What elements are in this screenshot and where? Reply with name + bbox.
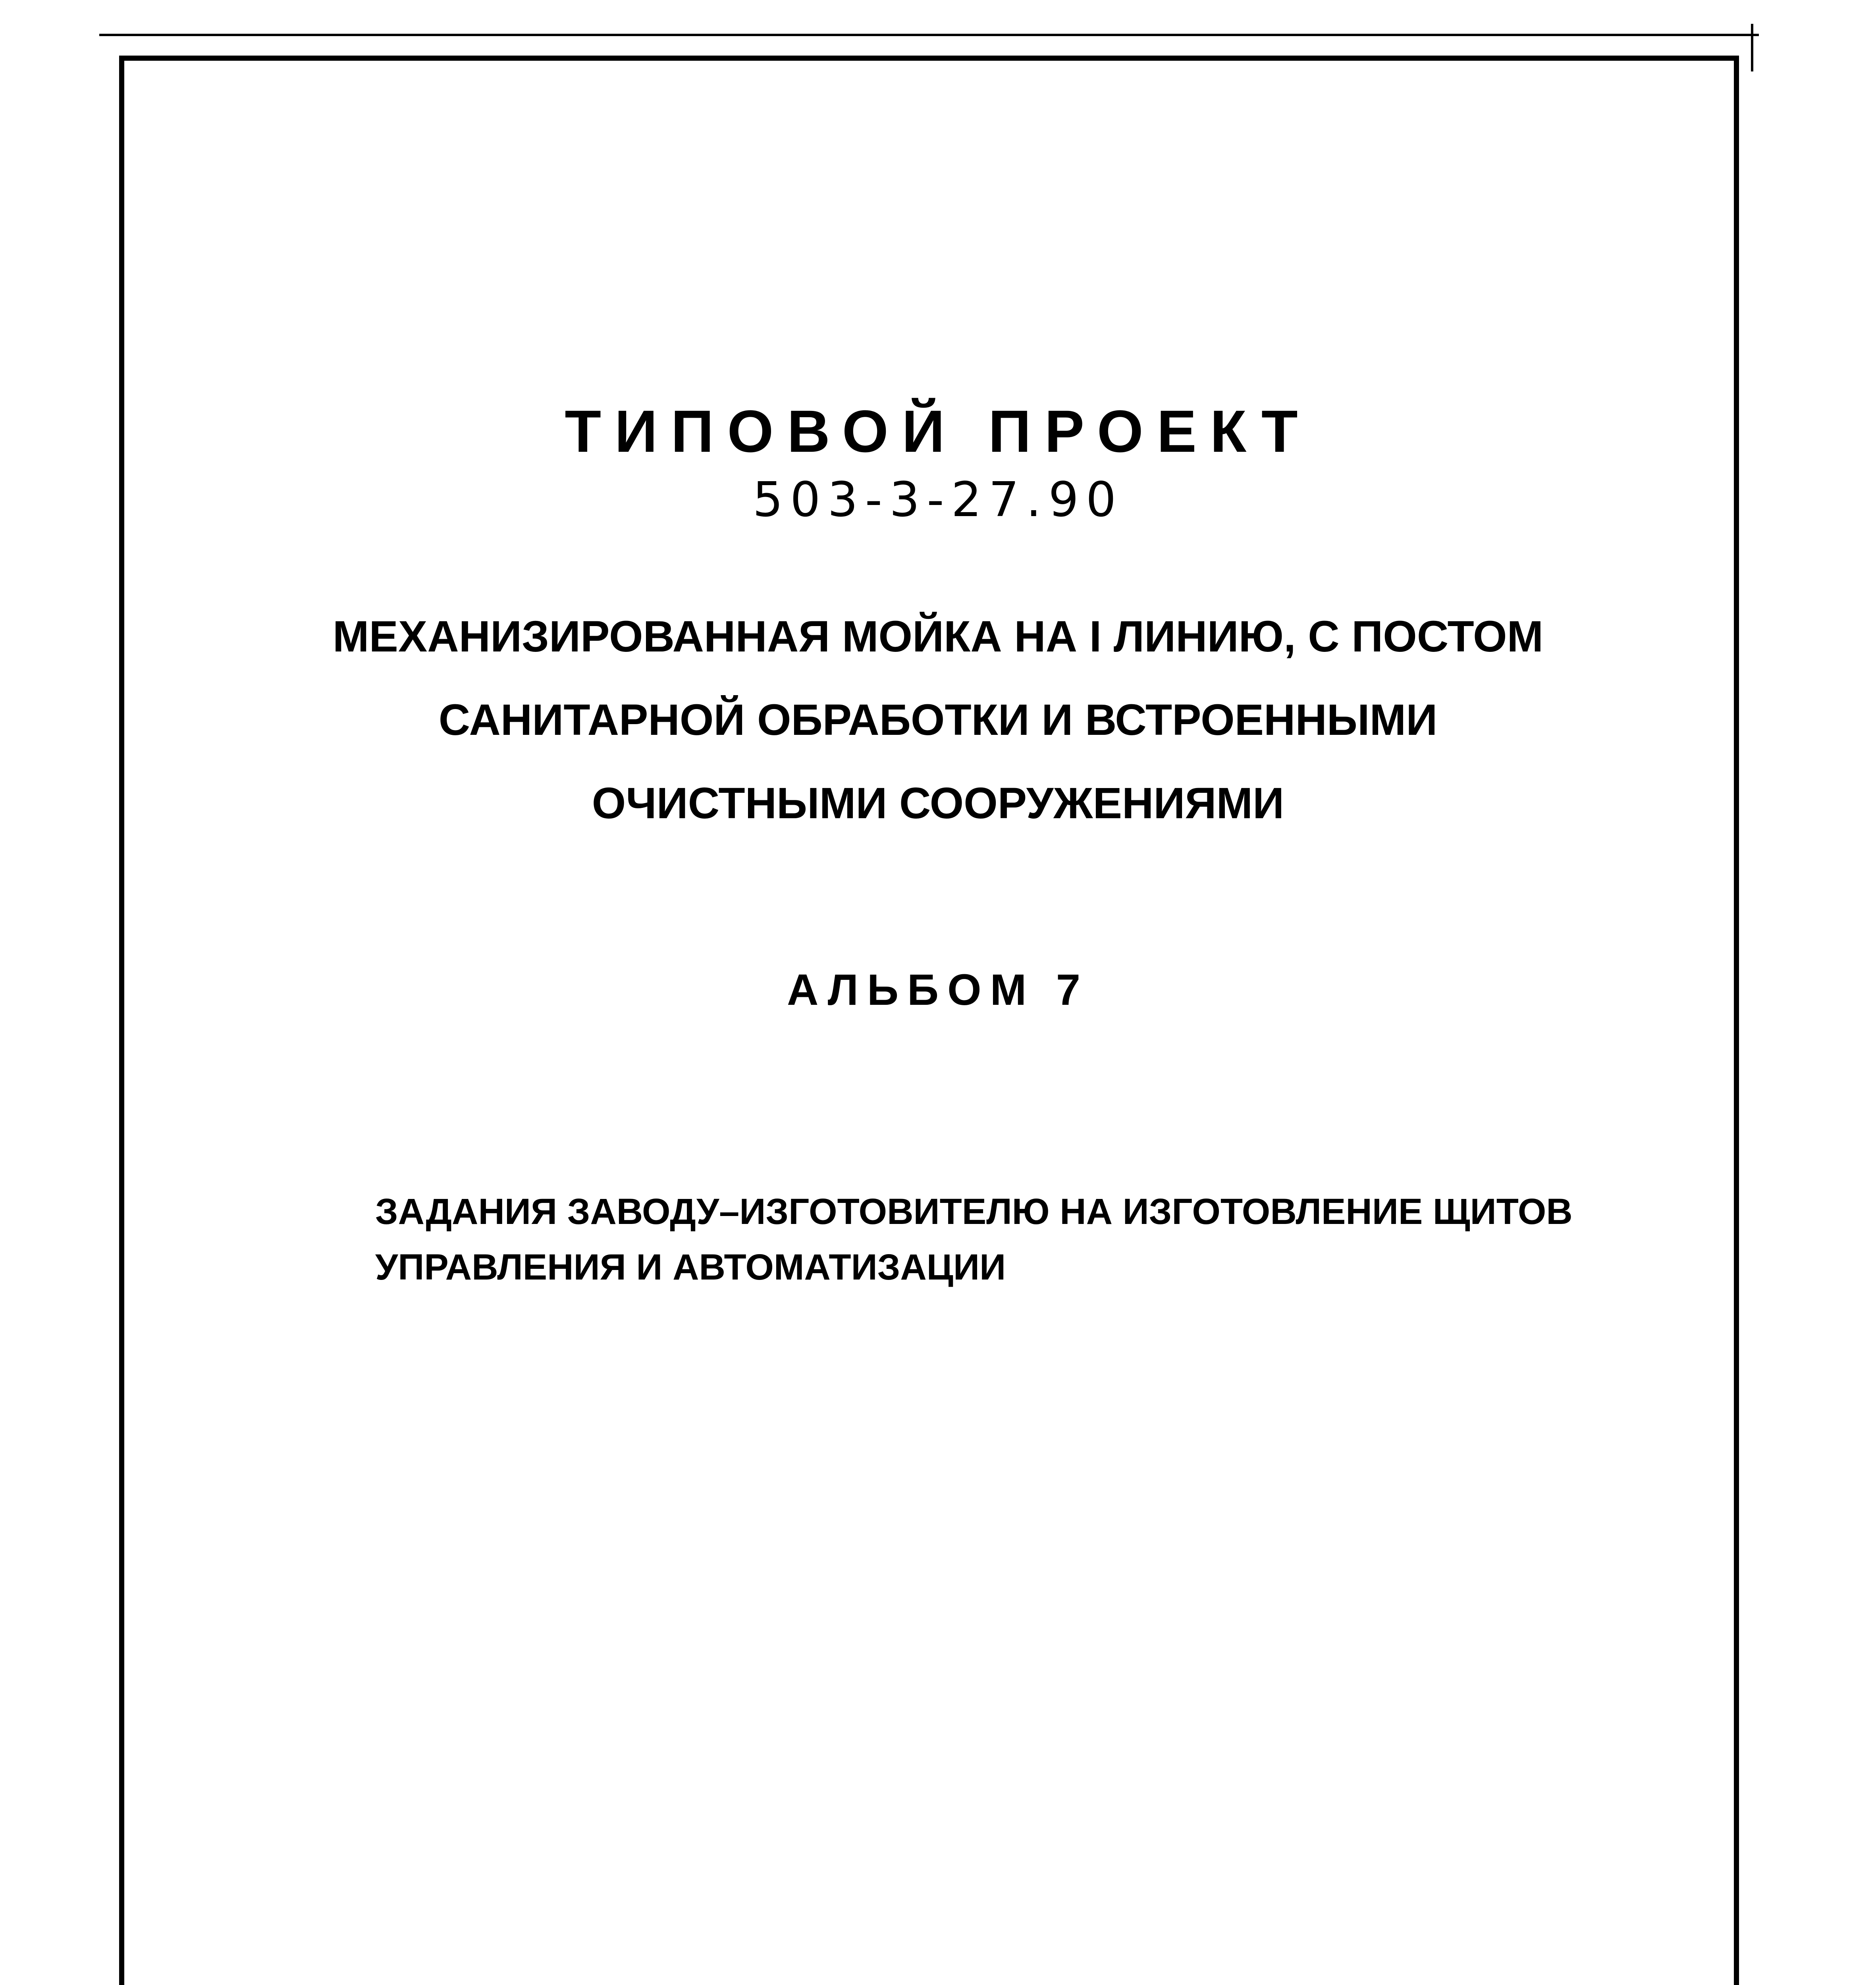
project-number: 503-3-27.90 [752, 472, 1124, 528]
task-line-2: УПРАВЛЕНИЯ И АВТОМАТИЗАЦИИ [375, 1247, 1006, 1287]
subject-line-3: ОЧИСТНЫМИ СООРУЖЕНИЯМИ [592, 779, 1284, 828]
album-label: АЛЬБОМ 7 [787, 966, 1089, 1014]
task-line-1: ЗАДАНИЯ ЗАВОДУ–ИЗГОТОВИТЕЛЮ НА ИЗГОТОВЛЕНИЕ ЩИТОВ [375, 1191, 1573, 1232]
top-scan-edge [99, 34, 1759, 36]
document-title: ТИПОВОЙ ПРОЕКТ [565, 398, 1311, 464]
subject-line-1: МЕХАНИЗИРОВАННАЯ МОЙКА НА I ЛИНИЮ, С ПОСТОМ [332, 612, 1544, 661]
page-frame [119, 56, 1739, 1985]
subject-line-2: САНИТАРНОЙ ОБРАБОТКИ И ВСТРОЕННЫМИ [438, 696, 1438, 744]
right-scan-edge [1751, 24, 1753, 71]
